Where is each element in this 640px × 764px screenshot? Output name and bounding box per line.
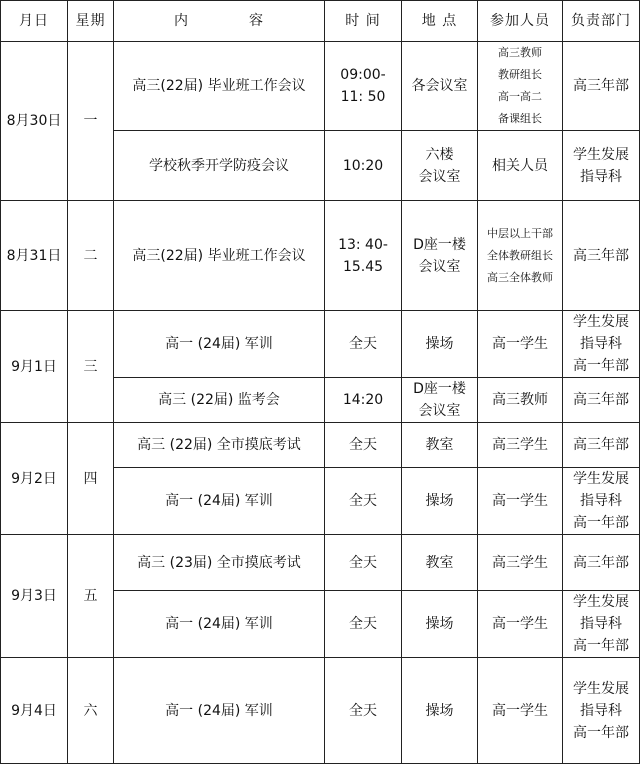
dept-cell: 学生发展 指导科 高一年部: [563, 468, 640, 535]
table-row: [1, 535, 640, 591]
header-date: 月日: [1, 1, 68, 42]
dept-cell: 高三年部: [563, 423, 640, 468]
people-cell: 高一学生: [478, 468, 563, 535]
header-row: [1, 1, 640, 42]
people-cell: 高三教师: [478, 378, 563, 423]
time-cell: 全天: [325, 423, 402, 468]
place-cell: D座一楼 会议室: [402, 201, 478, 311]
header-place: 地 点: [402, 1, 478, 42]
place-cell: 六楼 会议室: [402, 131, 478, 201]
time-cell: 全天: [325, 658, 402, 764]
place-cell: 操场: [402, 311, 478, 378]
date-cell: 9月3日: [1, 535, 68, 658]
date-cell: 9月2日: [1, 423, 68, 535]
time-cell: 全天: [325, 535, 402, 591]
weekday-cell: 二: [68, 201, 114, 311]
weekday-cell: 四: [68, 423, 114, 535]
content-cell: 高一 (24届) 军训: [114, 658, 325, 764]
time-cell: 全天: [325, 591, 402, 658]
people-cell: 高一学生: [478, 658, 563, 764]
table-row: [1, 42, 640, 131]
content-cell: 高一 (24届) 军训: [114, 468, 325, 535]
place-cell: 操场: [402, 468, 478, 535]
dept-cell: 高三年部: [563, 378, 640, 423]
table-row: [1, 311, 640, 378]
content-cell: 高一 (24届) 军训: [114, 311, 325, 378]
dept-cell: 学生发展 指导科 高一年部: [563, 591, 640, 658]
place-cell: D座一楼 会议室: [402, 378, 478, 423]
place-cell: 操场: [402, 658, 478, 764]
date-cell: 9月4日: [1, 658, 68, 764]
header-content: 内 容: [114, 1, 325, 42]
weekday-cell: 三: [68, 311, 114, 423]
table-row: [1, 658, 640, 764]
people-cell: 相关人员: [478, 131, 563, 201]
weekday-cell: 一: [68, 42, 114, 201]
content-cell: 高三(22届) 毕业班工作会议: [114, 201, 325, 311]
content-cell: 学校秋季开学防疫会议: [114, 131, 325, 201]
dept-cell: 学生发展 指导科 高一年部: [563, 658, 640, 764]
table-row: [1, 201, 640, 311]
dept-cell: 高三年部: [563, 535, 640, 591]
content-cell: 高三(22届) 毕业班工作会议: [114, 42, 325, 131]
content-cell: 高三 (23届) 全市摸底考试: [114, 535, 325, 591]
people-cell: 高一学生: [478, 311, 563, 378]
time-cell: 全天: [325, 311, 402, 378]
place-cell: 各会议室: [402, 42, 478, 131]
time-cell: 全天: [325, 468, 402, 535]
dept-cell: 学生发展 指导科: [563, 131, 640, 201]
date-cell: 8月30日: [1, 42, 68, 201]
people-cell: 高三教师 教研组长 高一高二 备课组长: [478, 42, 563, 131]
people-cell: 高一学生: [478, 591, 563, 658]
date-cell: 9月1日: [1, 311, 68, 423]
dept-cell: 学生发展 指导科 高一年部: [563, 311, 640, 378]
time-cell: 10:20: [325, 131, 402, 201]
content-cell: 高一 (24届) 军训: [114, 591, 325, 658]
place-cell: 操场: [402, 591, 478, 658]
header-weekday: 星期: [68, 1, 114, 42]
dept-cell: 高三年部: [563, 201, 640, 311]
time-cell: 13: 40- 15.45: [325, 201, 402, 311]
people-cell: 中层以上干部 全体教研组长 高三全体教师: [478, 201, 563, 311]
content-cell: 高三 (22届) 监考会: [114, 378, 325, 423]
date-cell: 8月31日: [1, 201, 68, 311]
header-dept: 负责部门: [563, 1, 640, 42]
people-cell: 高三学生: [478, 535, 563, 591]
content-cell: 高三 (22届) 全市摸底考试: [114, 423, 325, 468]
people-cell: 高三学生: [478, 423, 563, 468]
weekday-cell: 五: [68, 535, 114, 658]
place-cell: 教室: [402, 535, 478, 591]
header-time: 时 间: [325, 1, 402, 42]
dept-cell: 高三年部: [563, 42, 640, 131]
place-cell: 教室: [402, 423, 478, 468]
time-cell: 14:20: [325, 378, 402, 423]
time-cell: 09:00- 11: 50: [325, 42, 402, 131]
weekday-cell: 六: [68, 658, 114, 764]
table-row: [1, 423, 640, 468]
header-people: 参加人员: [478, 1, 563, 42]
